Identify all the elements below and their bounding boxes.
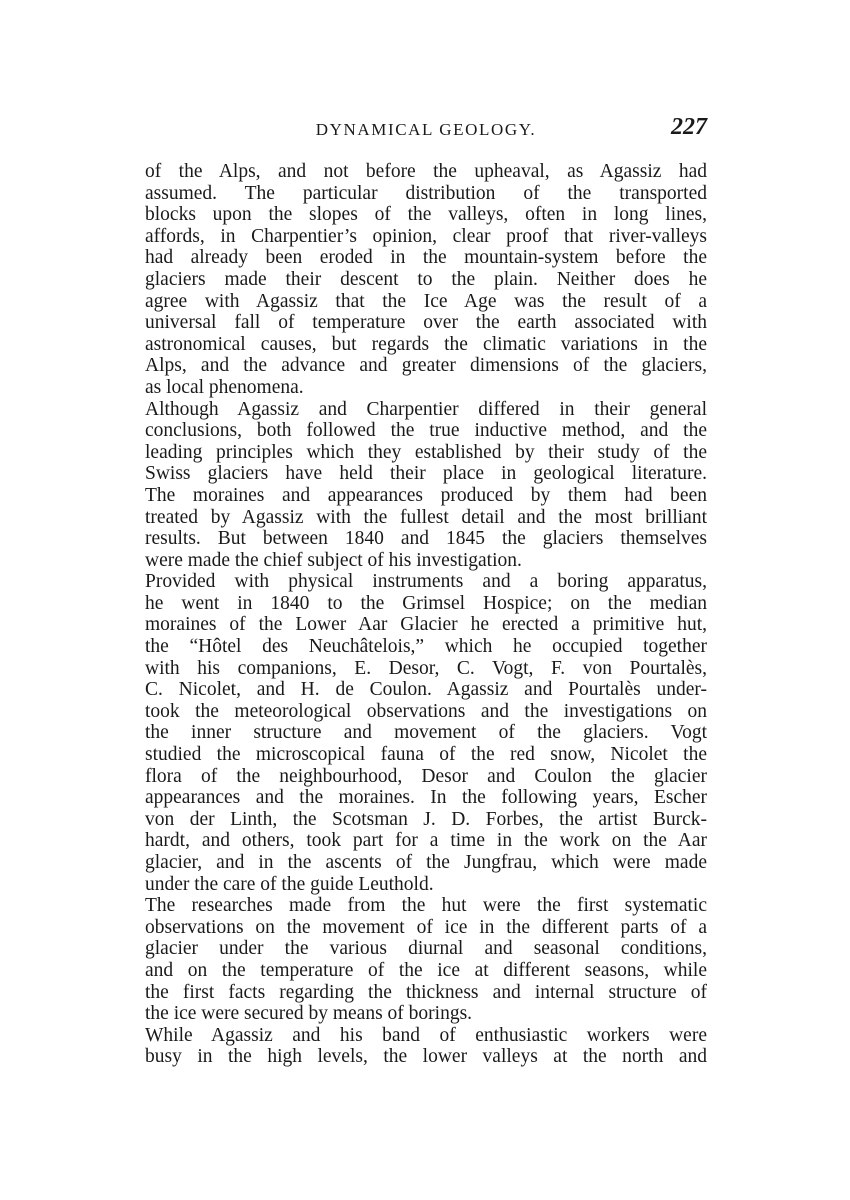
body-text	[145, 161, 707, 1068]
page-number: 227	[671, 114, 707, 140]
text-line: conclusions, both followed the true inductive method, and the	[145, 420, 707, 442]
text-line: leading principles which they established by their study of the	[145, 441, 707, 463]
text-line: Although Agassiz and Charpentier differed in their general	[145, 398, 707, 420]
text-line: observations on the movement of ice in the different parts of a	[145, 916, 707, 938]
text-line: While Agassiz and his band of enthusiastic workers were	[145, 1024, 707, 1046]
text-line: glaciers made their descent to the plain. Neither does he	[145, 268, 707, 290]
page-header	[145, 112, 707, 142]
text-line: glacier under the various diurnal and seasonal conditions,	[145, 938, 707, 960]
text-line: appearances and the moraines. In the following years, Escher	[145, 787, 707, 809]
text-line: treated by Agassiz with the fullest detail and the most brilliant	[145, 506, 707, 528]
text-line: The moraines and appearances produced by them had been	[145, 484, 707, 506]
text-line: astronomical causes, but regards the climatic variations in the	[145, 333, 707, 355]
text-line: the inner structure and movement of the glaciers. Vogt	[145, 722, 707, 744]
text-line: universal fall of temperature over the earth associated with	[145, 312, 707, 334]
text-line: von der Linth, the Scotsman J. D. Forbes, the artist Burck-	[145, 808, 707, 830]
text-line: he went in 1840 to the Grimsel Hospice; on the median	[145, 592, 707, 614]
text-line: the “Hôtel des Neuchâtelois,” which he occupied together	[145, 636, 707, 658]
text-line: flora of the neighbourhood, Desor and Coulon the glacier	[145, 765, 707, 787]
text-line: The researches made from the hut were the first systematic	[145, 895, 707, 917]
text-line: as local phenomena.	[145, 376, 304, 398]
text-line: hardt, and others, took part for a time in the work on the Aar	[145, 830, 707, 852]
text-line: Alps, and the advance and greater dimensions of the glaciers,	[145, 355, 707, 377]
text-line: of the Alps, and not before the upheaval, as Agassiz had	[145, 161, 707, 182]
text-line: busy in the high levels, the lower valleys at the north and	[145, 1046, 707, 1068]
text-line: Swiss glaciers have held their place in geological literature.	[145, 463, 707, 485]
text-line: had already been eroded in the mountain-system before the	[145, 247, 707, 269]
text-line: assumed. The particular distribution of the transported	[145, 182, 707, 204]
text-line: the ice were secured by means of borings.	[145, 1003, 473, 1025]
text-line: with his companions, E. Desor, C. Vogt, F. von Pourtalès,	[145, 657, 707, 679]
text-line: Provided with physical instruments and a boring apparatus,	[145, 571, 707, 593]
text-line: the first facts regarding the thickness and internal structure of	[145, 981, 707, 1003]
text-line: moraines of the Lower Aar Glacier he erected a primitive hut,	[145, 614, 707, 636]
running-title: DYNAMICAL GEOLOGY.	[315, 120, 537, 139]
text-line: glacier, and in the ascents of the Jungfrau, which were made	[145, 852, 707, 873]
text-line: results. But between 1840 and 1845 the glaciers themselves	[145, 528, 707, 550]
text-line: and on the temperature of the ice at different seasons, while	[145, 959, 707, 981]
text-line: affords, in Charpentier’s opinion, clear proof that river-valleys	[145, 225, 707, 247]
text-line: took the meteorological observations and the investigations on	[145, 700, 707, 722]
text-line: were made the chief subject of his investigation.	[145, 549, 522, 571]
text-line: under the care of the guide Leuthold.	[145, 873, 434, 895]
text-line: agree with Agassiz that the Ice Age was the result of a	[145, 290, 707, 312]
text-line: C. Nicolet, and H. de Coulon. Agassiz and Pourtalès under-	[145, 679, 707, 701]
text-line: blocks upon the slopes of the valleys, often in long lines,	[145, 204, 707, 226]
text-line: studied the microscopical fauna of the red snow, Nicolet the	[145, 744, 707, 766]
